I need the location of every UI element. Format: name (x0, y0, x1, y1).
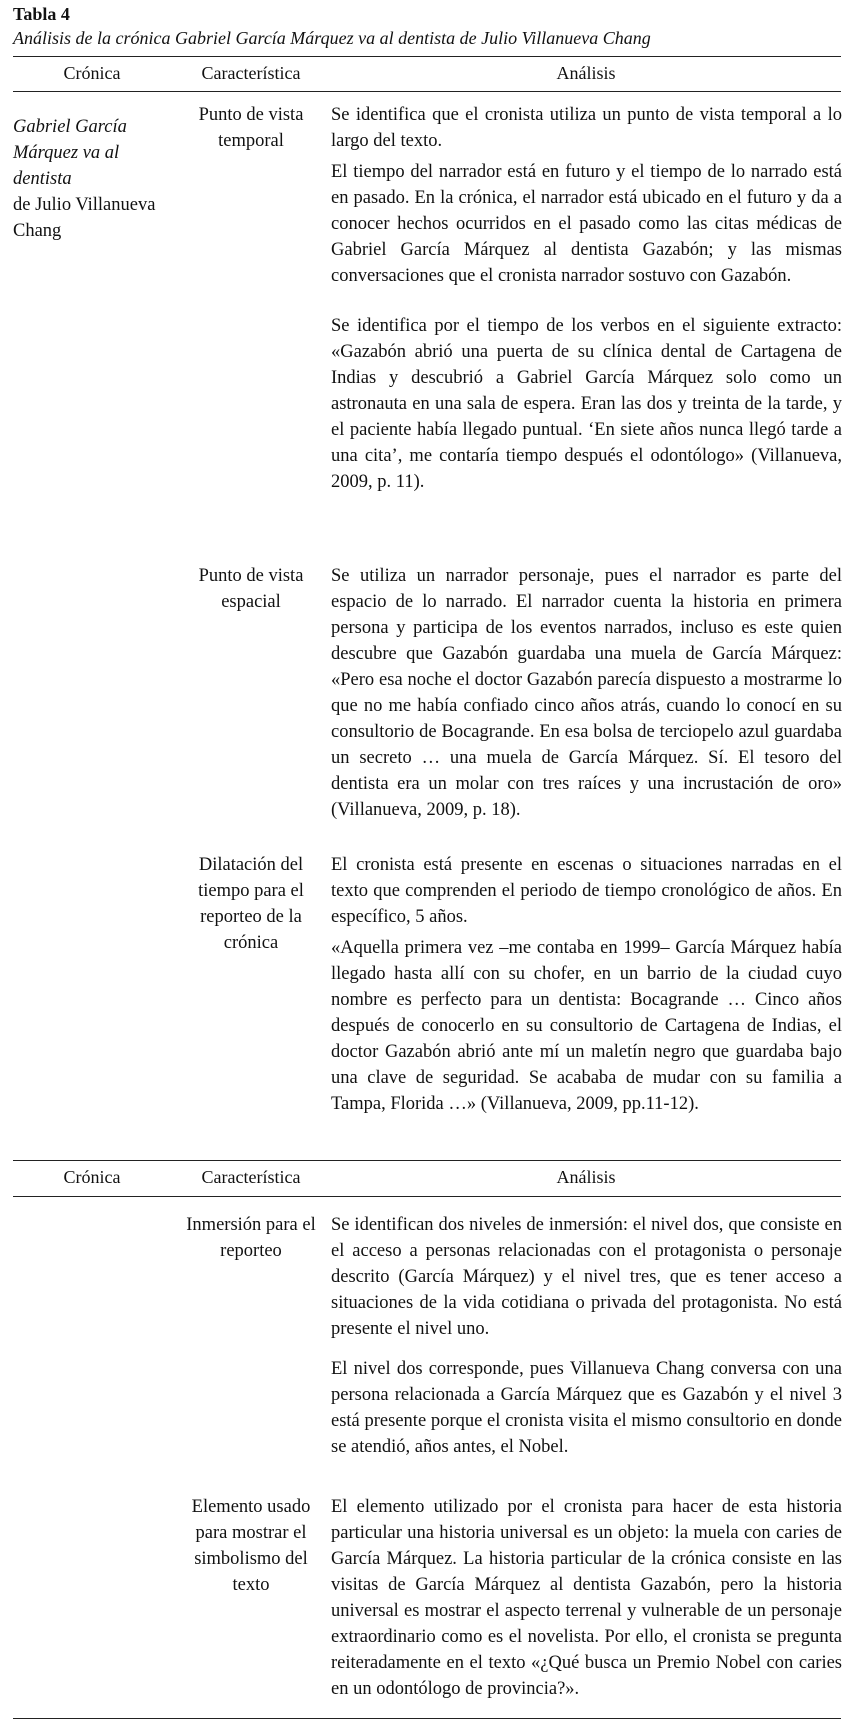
analysis-paragraph: El cronista está presente en escenas o situaciones narradas en el texto que comprenden el periodo de tiempo cronológico de años. En específico, 5 años. (331, 855, 842, 927)
characteristic-temporal: Punto de vista temporal (198, 105, 304, 151)
table-top-rule (13, 56, 841, 57)
header-analisis-continued: Análisis (556, 1167, 616, 1187)
analysis-paragraph: El elemento utilizado por el cronista para hacer de esta historia particular una historia universal es un objeto: la muela con caries de García Márquez. La historia particular de la crónica consiste en las visitas de García Márquez al dentista Gazabón, pero la historia universal es mostrar el aspecto terrenal y vulnerable de un personaje extraordinario como es el novelista. Por ello, el cronista se pregunta reiteradamente en el texto «¿Qué busca un Premio Nobel con caries en un odontólogo de provincia?». (331, 1497, 842, 1699)
analysis-paragraph: El tiempo del narrador está en futuro y el tiempo de lo narrado está en pasado. En la crónica, el narrador está ubicado en el futuro y da a conocer hechos ocurridos en el pasado como las citas médicas de Gabriel García Márquez al dentista Gazabón; y las mismas conversaciones que el cronista narrador sostuvo con Gazabón. (331, 162, 842, 286)
continued-header-bottom-rule (13, 1196, 841, 1197)
analysis-paragraph: Se utiliza un narrador personaje, pues el narrador es parte del espacio de lo narrado. El narrador cuenta la historia en primera persona y participa de los eventos narrados, incluso es este quien descubre que Gazabón guardaba una muela de García Márquez: «Pero esa noche el doctor Gazabón parecía dispuesto a mostrarme lo que no me había confiado cinco años atrás, cuando lo conocí en su consultorio de Bocagrande. En esa bolsa de terciopelo azul guardaba un secreto … una muela de García Márquez. Sí. El tesoro del dentista era un molar con tres raíces y una incrustación de oro» (Villanueva, 2009, p. 18). (331, 566, 842, 820)
characteristic-inmersion: Inmersión para el reporteo (186, 1215, 316, 1261)
analysis-paragraph: Se identifica que el cronista utiliza un punto de vista temporal a lo largo del texto. (331, 105, 842, 151)
characteristic-elemento: Elemento usado para mostrar el simbolismo del texto (191, 1497, 311, 1595)
analysis-paragraph: El nivel dos corresponde, pues Villanueva Chang conversa con una persona relacionada a García Márquez que es Gazabón y el nivel 3 está presente porque el cronista visita el mismo consultorio en donde se atendió, años antes, el Nobel. (331, 1359, 842, 1457)
header-cronica: Crónica (63, 63, 121, 83)
header-caracteristica: Característica (201, 63, 301, 83)
header-bottom-rule (13, 91, 841, 92)
table-label: Tabla 4 (13, 4, 70, 24)
analysis-paragraph: «Aquella primera vez –me contaba en 1999– García Márquez había llegado hasta allí con su chofer, en un barrio de la ciudad cuyo nombre es perfecto para un dentista: Bocagrande … Cinco años después de conocerlo en su consultorio de Cartagena de Indias, el doctor Gazabón abrió ante mí un maletín negro que guardaba bajo una clave de seguridad. Se acababa de mudar con su familia a Tampa, Florida …» (Villanueva, 2009, pp.11-12). (331, 938, 842, 1114)
table-title: Análisis de la crónica Gabriel García Márquez va al dentista de Julio Villanueva Chang (13, 28, 651, 48)
header-caracteristica-continued: Característica (201, 1167, 301, 1187)
characteristic-dilatacion: Dilatación del tiempo para el reporteo de la crónica (198, 855, 304, 953)
cronica-author: de Julio Villanueva Chang (13, 195, 156, 241)
cronica-title: Gabriel García Márquez va al dentista (13, 117, 127, 189)
characteristic-espacial: Punto de vista espacial (198, 566, 304, 612)
cronica-cell (13, 114, 173, 244)
header-analisis: Análisis (556, 63, 616, 83)
analysis-paragraph: Se identifican dos niveles de inmersión: el nivel dos, que consiste en el acceso a personas relacionadas con el protagonista o personaje descrito (García Márquez) y el nivel tres, que es tener acceso a situaciones de la vida cotidiana o privada del protagonista. No está presente el nivel uno. (331, 1215, 842, 1339)
continued-top-rule (13, 1160, 841, 1161)
table-bottom-rule (13, 1718, 841, 1719)
header-cronica-continued: Crónica (63, 1167, 121, 1187)
analysis-paragraph: Se identifica por el tiempo de los verbos en el siguiente extracto: «Gazabón abrió una puerta de su clínica dental de Cartagena de Indias y descubrió a Gabriel García Márquez solo como un astronauta en una sala de espera. Eran las dos y treinta de la tarde, y el paciente había llegado puntual. ‘En siete años nunca llegó tarde a una cita’, me contaría tiempo después el odontólogo» (Villanueva, 2009, p. 11). (331, 316, 842, 492)
